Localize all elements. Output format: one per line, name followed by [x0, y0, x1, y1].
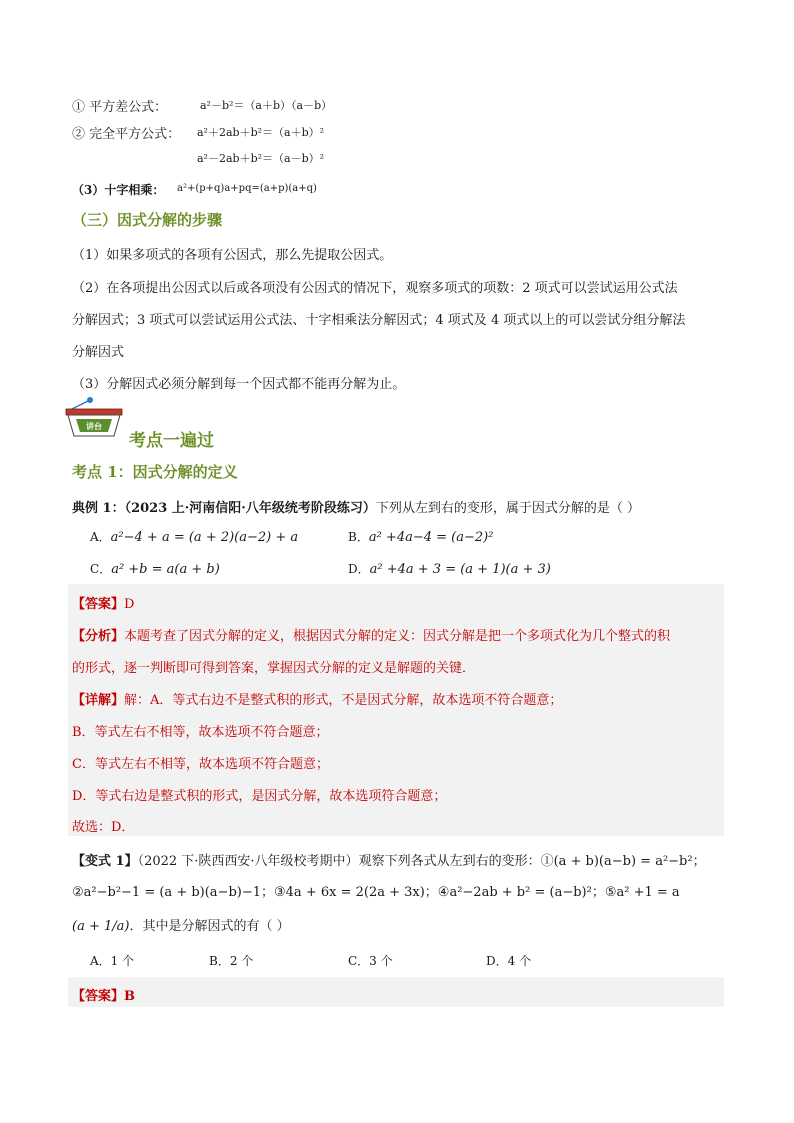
- variant-1-line-2: ②a²−b²−1 = (a + b)(a−b)−1；③4a + 6x = 2(2a + 3x)；④a²−2ab + b² = (a−b)²；⑤a² +1 = a: [72, 885, 680, 900]
- step-1: （1）如果多项式的各项有公因式，那么先提取公因式。: [72, 248, 393, 263]
- option-c-expression: a² +b = a(a + b): [111, 562, 220, 577]
- variant-1-question-3: ．其中是分解因式的有（ ）: [129, 919, 290, 934]
- option-c-label: C．: [90, 562, 112, 576]
- example-1-detail-line-5: 故选：D．: [72, 820, 135, 835]
- formula-1-expression: a²－b²＝（a＋b）（a－b）: [200, 99, 333, 112]
- variant-1-option-c: C．3 个: [348, 954, 393, 968]
- answer-tag: 【答案】: [72, 597, 125, 612]
- option-d-expression: a² +4a + 3 = (a + 1)(a + 3): [369, 562, 551, 577]
- example-1-detail-line-2: B．等式左右不相等，故本选项不符合题意；: [72, 725, 329, 740]
- variant-1-line-3: [72, 915, 290, 934]
- example-1-label: 典例 1：: [72, 501, 125, 516]
- steps-heading: （三）因式分解的步骤: [72, 211, 223, 229]
- option-a-label: A．: [90, 530, 111, 544]
- formula-2-expression-1: a²＋2ab＋b²＝（a＋b）²: [197, 126, 325, 139]
- example-1-detail-line-1: [72, 689, 562, 708]
- point-1-title: 考点 1：因式分解的定义: [72, 463, 238, 481]
- formula-3-label: （3）十字相乘：: [72, 183, 165, 197]
- section-title: 考点一遍过: [129, 431, 214, 451]
- option-b-label: B．: [348, 530, 369, 544]
- answer-value: D: [124, 597, 135, 612]
- detail-text-1: 解：A．等式右边不是整式积的形式，不是因式分解，故本选项不符合题意；: [124, 693, 563, 708]
- option-b-expression: a² +4a−4 = (a−2)²: [368, 530, 494, 545]
- formula-2-label: ② 完全平方公式：: [72, 127, 181, 142]
- example-1-detail-line-3: C．等式左右不相等，故本选项不符合题意；: [72, 757, 329, 772]
- option-a: [90, 528, 298, 545]
- variant-1-line-1: [72, 850, 706, 869]
- formula-3-expression: a²+(p+q)a+pq=(a+p)(a+q): [177, 183, 317, 194]
- variant-answer-tag: 【答案】: [72, 989, 125, 1004]
- variant-1-answer: [72, 985, 135, 1004]
- step-2-line-1: （2）在各项提出公因式以后或各项没有公因式的情况下，观察多项式的项数：2 项式可以尝试运用公式法: [72, 281, 678, 296]
- option-b: [348, 528, 493, 545]
- example-1-detail-line-4: D．等式右边是整式积的形式，是因式分解，故本选项符合题意；: [72, 789, 447, 804]
- example-1-analysis-line-1: [72, 625, 670, 644]
- variant-1-fraction-expression: (a + 1/a): [72, 919, 130, 934]
- example-1-analysis-line-2: 的形式，逐一判断即可得到答案，掌握因式分解的定义是解题的关键．: [72, 661, 476, 676]
- option-d-label: D．: [348, 562, 370, 576]
- variant-1-option-b: B．2 个: [209, 954, 254, 968]
- example-1-answer: [72, 593, 134, 612]
- example-1-question-text: 下列从左到右的变形，属于因式分解的是（ ）: [375, 501, 640, 516]
- variant-1-answer-panel: [68, 977, 724, 1007]
- variant-1-option-d: D．4 个: [486, 954, 532, 968]
- example-1-source: （2023 上·河南信阳·八年级统考阶段练习）: [124, 501, 376, 516]
- option-a-expression: a²−4 + a = (a + 2)(a−2) + a: [110, 530, 299, 545]
- variant-1-option-a: A．1 个: [90, 954, 135, 968]
- option-c: [90, 560, 220, 577]
- variant-1-source: （2022 下·陕西西安·八年级校考期中）: [137, 854, 359, 869]
- analysis-text-1: 本题考查了因式分解的定义，根据因式分解的定义：因式分解是把一个多项式化为几个整式的积: [124, 629, 671, 644]
- formula-2-expression-2: a²－2ab＋b²＝（a－b）²: [197, 152, 325, 165]
- step-3: （3）分解因式必须分解到每一个因式都不能再分解为止。: [72, 377, 406, 392]
- step-2-line-2: 分解因式；3 项式可以尝试运用公式法、十字相乘法分解因式；4 项式及 4 项式以上的可以尝试分组分解法: [72, 313, 686, 328]
- step-2-line-3: 分解因式: [72, 345, 125, 360]
- analysis-tag: 【分析】: [72, 629, 125, 644]
- detail-tag: 【详解】: [72, 693, 125, 708]
- variant-1-question-1: 观察下列各式从左到右的变形：①(a + b)(a−b) = a²−b²；: [358, 854, 706, 869]
- formula-1-label: ① 平方差公式：: [72, 100, 168, 115]
- example-1-question: [72, 497, 640, 516]
- variant-answer-value: B: [124, 989, 136, 1004]
- variant-1-tag: 【变式 1】: [72, 854, 138, 869]
- section-badge-label: 讲台: [86, 422, 102, 431]
- podium-icon: [62, 396, 124, 438]
- option-d: [348, 560, 551, 577]
